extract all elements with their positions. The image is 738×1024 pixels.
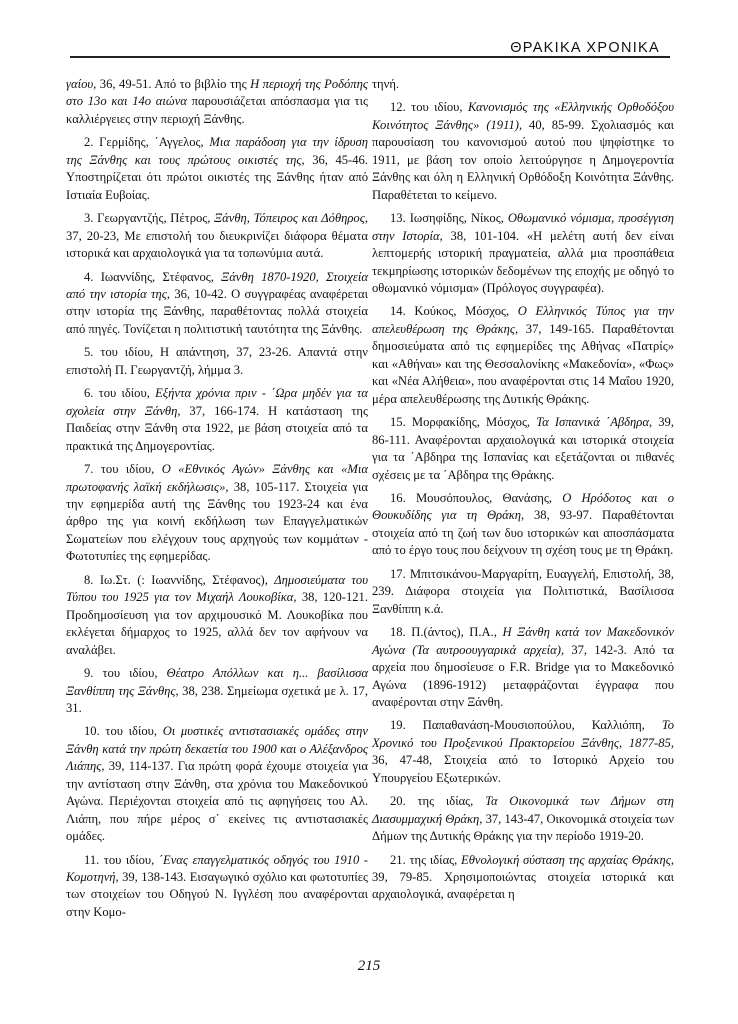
entry-text: 11. του ιδίου, — [84, 852, 159, 867]
entry-text: , 38, 120-121. Προδημοσίευση για τον αρχιμουσικό Μ. Λουκοβίκα που εκλέγεται δήμαρχος το 1925, αλλά δεν τον αφήνουν να αναλάβει. — [66, 590, 368, 657]
entry-text: τηνή. — [372, 77, 400, 91]
entry-title-text: Τα Οικονομικά των Δήμων στη Διασυμμαχική Θράκη — [372, 794, 675, 826]
journal-title: ΘΡΑΚΙΚΑ ΧΡΟΝΙΚΑ — [510, 40, 660, 56]
entry-text: , 39, 138-143. Εισαγωγικό σχόλιο και φωτοτυπίες των στοιχείων του Οδηγού Ν. Ιγγλέση που αναφέρονται στην Κομο- — [66, 870, 368, 919]
bibliography-entry — [372, 624, 674, 711]
entry-text: 5. του ιδίου, Η απάντηση, 37, 23-26. Απαντά στην επιστολή Π. Γεωργαντζή, λήμμα 3. — [66, 345, 368, 377]
bibliography-entry — [66, 461, 368, 566]
entry-text: 16. Μουσόπουλος, Θανάσης, — [390, 490, 563, 505]
entry-title-text: Ο Ελληνικός Τύπος για την απελευθέρωση της Θράκης — [372, 304, 674, 336]
entry-text: 19. Παπαθανάση-Μουσιοπούλου, Καλλιόπη, — [390, 718, 662, 733]
entry-text: 4. Ιωαννίδης, Στέφανος, — [84, 269, 222, 284]
bibliography-entry — [372, 490, 674, 560]
right-column — [372, 76, 674, 904]
entry-title-text: γαίου — [66, 77, 94, 91]
continued-entry — [66, 76, 368, 128]
entry-title-text: Η Ξάνθη κατά τον Μακεδονικόν Αγώνα (Τα αυτροουγγαρικά αρχεία) — [372, 625, 674, 657]
page-number: 215 — [357, 958, 381, 974]
bibliography-entry — [372, 717, 674, 787]
entry-text: , 37, 143-47, Οικονομικά στοιχεία των Δήμων της Δυτικής Θράκης για την περίοδο 1919-20. — [372, 811, 674, 844]
entry-text: , 39, 79-85. Χρησιμοποιώντας στοιχεία ιστορικά και αρχαιολογικά, αναφέρεται η — [372, 852, 674, 902]
bibliography-entry — [372, 852, 674, 904]
entry-title-text: Θέατρο Απόλλων και η... βασίλισσα Ξανθίππη της Ξάνθης — [66, 666, 368, 698]
entry-title-text: Μια παράδοση για την ίδρυση της Ξάνθης και τους πρώτους οικιστές της — [66, 135, 368, 167]
entry-title-text: Ξάνθη 1870-1920, Στοιχεία από την ιστορία της — [66, 269, 368, 301]
entry-title-text: Δημοσιεύματα του Τύπου του 1925 για τον Μιχαήλ Λουκοβίκα — [66, 572, 368, 605]
entry-text: 7. του ιδίου, — [84, 462, 162, 477]
entry-text: , 40, 85-99. Σχολιασμός και παρουσίαση του κανονισμού αυτού που ψηφίστηκε το 1911, με βάση τον οποίο λειτούργησε η Δημογεροντία Ξάνθης και όλη η Ελληνική Ορθόδοξη Κοινότητα Ξάνθης. Παραθέτεται το κείμενο. — [372, 117, 674, 202]
entry-text: 15. Μορφακίδης, Μόσχος, — [390, 415, 537, 430]
entry-text: 10. του ιδίου, — [84, 724, 163, 739]
entry-title-text: Τα Ισπανικά ΄Αβδηρα — [536, 415, 649, 430]
header-rule — [70, 56, 670, 58]
entry-text: 13. Ιωσηφίδης, Νίκος, — [390, 211, 508, 226]
bibliography-entry — [372, 210, 674, 297]
bibliography-entry — [66, 134, 368, 204]
bibliography-entry — [66, 269, 368, 339]
entry-text: 2. Γερμίδης, ΄Αγγελος, — [84, 135, 210, 150]
entry-text: , 37, 142-3. Από τα αρχεία που δημοσίευσε ο F.R. Bridge για το Μακεδονικό Αγώνα (1896-1912) μεταφράζονται έγγραφα που αναφέρονται στην Ξάνθη. — [372, 642, 675, 709]
bibliography-entry — [66, 385, 368, 455]
entry-title-text: Οθωμανικό νόμισμα, προσέγγιση στην Ιστορία — [372, 211, 674, 243]
bibliography-entry — [372, 793, 674, 845]
entry-text: παρουσιάζεται απόσπασμα για τις καλλιέργειες στην περιοχή Ξάνθης. — [66, 94, 368, 126]
entry-text: 14. Κούκος, Μόσχος, — [390, 304, 518, 319]
entry-title-text: Κανονισμός της «Ελληνικής Ορθοδόξου Κοινότητος Ξάνθης» (1911) — [372, 100, 674, 132]
entry-title-text: Ξάνθη, Τόπειρος και Δόθηρος — [214, 211, 365, 226]
entry-text: 12. του ιδίου, — [390, 100, 468, 115]
entry-text: 9. του ιδίου, — [84, 666, 167, 681]
entry-title-text: Ο Ηρόδοτος και ο Θουκυδίδης για τη Θράκη — [372, 490, 674, 523]
bibliography-entry — [66, 210, 368, 262]
bibliography-entry — [372, 414, 674, 484]
entry-title-text: Οι μυστικές αντιστασιακές ομάδες στην Ξάνθη κατά την πρώτη δεκαετία του 1900 και ο Αλέξανδρος Λιάπης — [66, 724, 368, 774]
entry-text: , 38, 238. Σημείωμα σχετικά με λ. 17, 31. — [66, 683, 368, 715]
entry-text: , 37, 20-23, Με επιστολή του διευκρινίζει διάφορα θέματα ιστορικά και αρχαιολογικά για τα τοπωνύμια αυτά. — [66, 211, 368, 261]
entry-text: 21. της ιδίας, — [390, 852, 462, 867]
entry-text: 6. του ιδίου, — [84, 386, 156, 401]
entry-title-text: Το Χρονικό του Προξενικού Πρακτορείου Ξάνθης, 1877-85 — [372, 718, 674, 750]
entry-text: , 37, 149-165. Παραθέτονται δημοσιεύματα από τις εφημερίδες της Αθήνας «Πατρίς» και «Αθήναι» και της Θεσσαλονίκης «Μακεδονία», «Φως» και «Νέα Αλήθεια», που αναφέρονται στις 14 Μαΐου 1920, μέρα απελευθέρωσης της Δυτικής Θράκης. — [372, 321, 674, 406]
entry-text: , 38, 93-97. Παραθέτονται στοιχεία από τη ζωή των δυο ιστορικών και αποσπάσματα από το έργο τους που δείχνουν τη σχέση τους με τη Θράκη. — [372, 508, 674, 558]
running-header — [70, 6, 670, 60]
entry-text: , 38, 105-117. Στοιχεία για την εφημερίδα αυτή της Ξάνθης του 1923-24 και ένα άρθρο της για κοινή εκδήλωση των Επαγγελματικών Σωματείων που ελέγχουν τους αρχηγούς των κομμάτων - Φωτοτυπίες της εφημερίδας. — [66, 479, 368, 564]
entry-text: , 39, 114-137. Για πρώτη φορά έχουμε στοιχεία για την αντίσταση στην Ξάνθη, στα χρόνια του Μακεδονικού Αγώνα. Περιέχονται στοιχεία από τις αφηγήσεις του Αλ. Λιάπη, που πήρε μέρος σ΄ εκείνες τις αντιστασιακές ομάδες. — [66, 759, 368, 844]
entry-title-text: Ο «Εθνικός Αγών» Ξάνθης και «Μια πρωτοφανής λαϊκή εκδήλωσις» — [66, 462, 368, 494]
entry-text: , 39, 86-111. Αναφέρονται αρχαιολογικά και ιστορικά στοιχεία για τα ΄Αβδηρα της Ισπανίας και εξετάζονται οι πιθανές σχέσεις με τα ΄Αβδηρα της Θράκης. — [372, 415, 674, 482]
entry-text: , 38, 101-104. «Η μελέτη αυτή δεν είναι λεπτομερής ιστορική πραγματεία, αλλά μια προσπάθεια τεκμηρίωσης ιστορικών δεδομένων της εποχής με οδηγό το οθωμανικό νόμισμα» (Πρόλογος συγγραφέα). — [372, 228, 674, 295]
entry-text: 18. Π.(άντος), Π.Α., — [390, 625, 503, 640]
entry-text: , 37, 166-174. Η κατάσταση της Παιδείας στην Ξάνθη στα 1922, με βάση στοιχεία από τα πρακτικά της Δημογεροντίας. — [66, 403, 368, 453]
entry-title-text: Εξήντα χρόνια πριν - ΄Ωρα μηδέν για τα σχολεία στην Ξάνθη — [66, 386, 368, 418]
entry-text: 8. Ιω.Στ. (: Ιωαννίδης, Στέφανος), — [84, 572, 275, 587]
entry-text: , 36, 45-46. Υποστηρίζεται ότι πρώτοι οικιστές της Ξάνθης ήταν από Ιστιαία Ευβοίας. — [66, 152, 368, 202]
entry-title-text: Η περιοχή της Ροδόπης στο 13ο και 14ο αιώνα — [66, 77, 368, 109]
entry-text: , 36, 47-48, Στοιχεία από το Ιστορικό Αρχείο του Υπουργείου Εξωτερικών. — [372, 735, 674, 785]
entry-title-text: ΄Ενας επαγγελματικός οδηγός του 1910 - Κομοτηνή — [66, 852, 368, 885]
bibliography-entry — [66, 723, 368, 845]
entry-text: , 36, 10-42. Ο συγγραφέας αναφέρεται στην ιστορία της Ξάνθης, παραθέτοντας πολλά στοιχεία από πηγές. Τονίζεται η πολιτιστική ταυτότητα της Ξάνθης. — [66, 286, 368, 336]
left-column — [66, 76, 368, 921]
bibliography-entry — [372, 99, 674, 204]
entry-text: , 36, 49-51. Από το βιβλίο της — [93, 77, 251, 91]
entry-text: 3. Γεωργαντζής, Πέτρος, — [84, 211, 215, 226]
entry-text: 20. της ιδίας, — [390, 794, 486, 809]
entry-text: 17. Μπιτσικάνου-Μαργαρίτη, Ευαγγελή, Επιστολή, 38, 239. Διάφορα στοιχεία για Πολιτιστικά, Βασίλισσα Ξανθίππη κ.ά. — [372, 566, 674, 616]
bibliography-entry — [66, 344, 368, 379]
continued-entry — [372, 76, 674, 93]
bibliography-entry — [372, 566, 674, 618]
bibliography-entry — [372, 303, 674, 408]
bibliography-entry — [66, 665, 368, 717]
bibliography-entry — [66, 572, 368, 659]
bibliography-entry — [66, 852, 368, 922]
entry-title-text: Εθνολογική σύσταση της αρχαίας Θράκης — [461, 852, 671, 867]
